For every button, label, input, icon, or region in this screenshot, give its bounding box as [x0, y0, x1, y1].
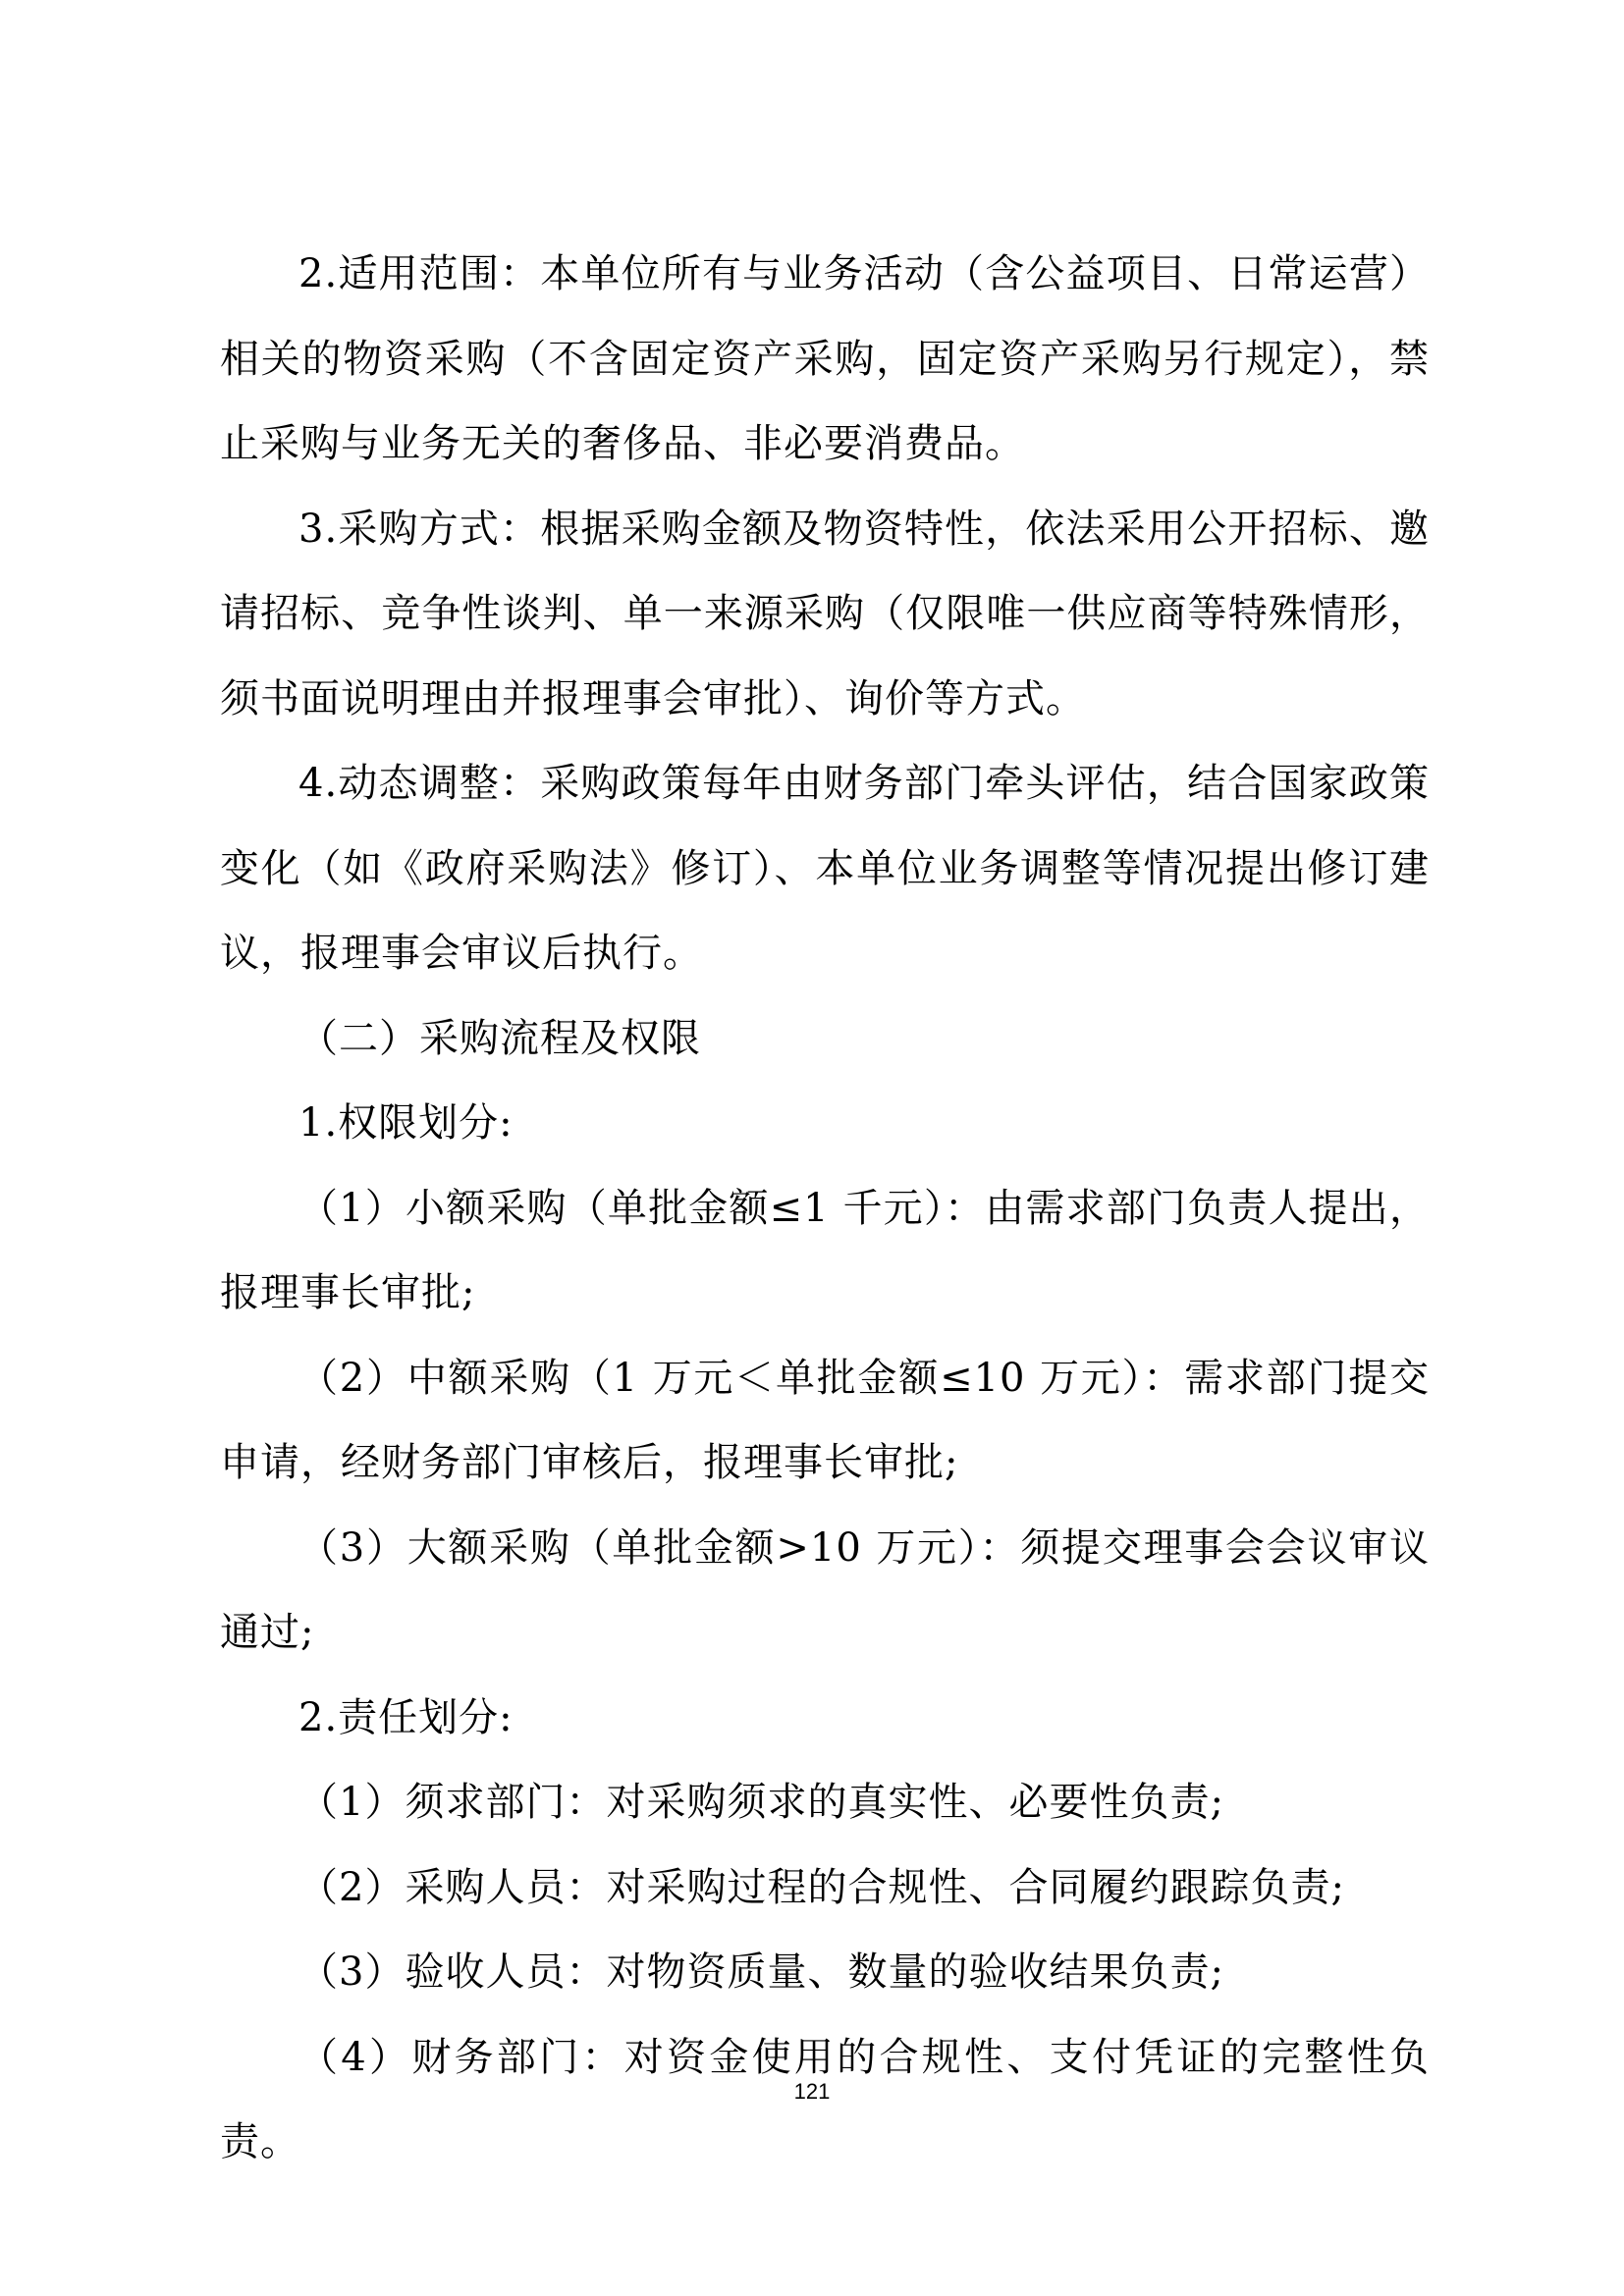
subheading-authority: 1.权限划分:	[298, 1100, 514, 1146]
page-number: 121	[793, 2079, 831, 2104]
section-heading: （二）采购流程及权限	[298, 1015, 701, 1061]
list-item-acceptance-staff: （3）验收人员：对物资质量、数量的验收结果负责;	[298, 1949, 1224, 1995]
list-item-demand-department: （1）须求部门：对采购须求的真实性、必要性负责;	[298, 1780, 1224, 1825]
list-item-purchasing-staff: （2）采购人员：对采购过程的合规性、合同履约跟踪负责;	[298, 1864, 1345, 1910]
list-item-medium-purchase: （2）中额采购（1 万元＜单批金额≤10 万元）：需求部门提交申请，经财务部门审核后，报理事长审批;	[220, 1355, 1430, 1485]
list-item-large-purchase: （3）大额采购（单批金额>10 万元）：须提交理事会会议审议通过;	[220, 1524, 1430, 1655]
list-item-small-purchase: （1）小额采购（单批金额≤1 千元）：由需求部门负责人提出，报理事长审批;	[220, 1185, 1430, 1315]
document-body	[220, 232, 1430, 2185]
paragraph-scope: 2.适用范围：本单位所有与业务活动（含公益项目、日常运营）相关的物资采购（不含固定资产采购，固定资产采购另行规定），禁止采购与业务无关的奢侈品、非必要消费品。	[220, 251, 1430, 466]
subheading-responsibility: 2.责任划分:	[298, 1694, 514, 1740]
list-item-finance-department: （4）财务部门：对资金使用的合规性、支付凭证的完整性负责。	[220, 2034, 1430, 2164]
paragraph-dynamic-adjustment: 4.动态调整：采购政策每年由财务部门牵头评估，结合国家政策变化（如《政府采购法》修订）、本单位业务调整等情况提出修订建议，报理事会审议后执行。	[220, 761, 1430, 976]
paragraph-procurement-methods: 3.采购方式：根据采购金额及物资特性，依法采用公开招标、邀请招标、竞争性谈判、单一来源采购（仅限唯一供应商等特殊情形，须书面说明理由并报理事会审批）、询价等方式。	[220, 506, 1430, 721]
